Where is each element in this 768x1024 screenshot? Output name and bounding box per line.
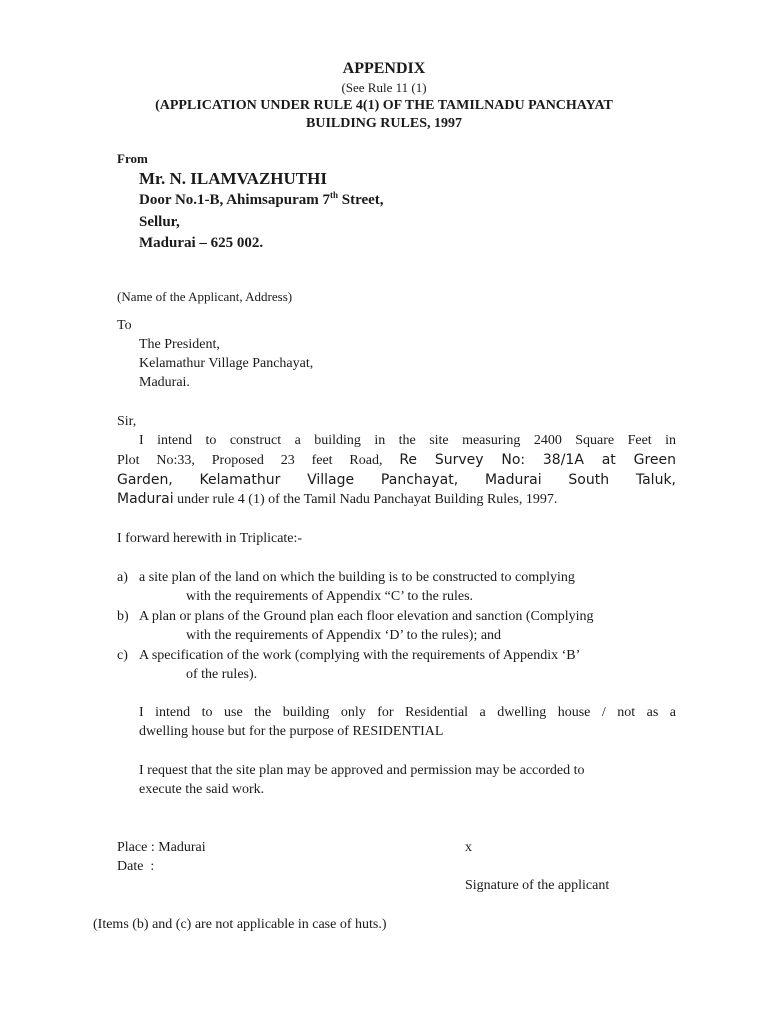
item-a-line-2: with the requirements of Appendix “C’ to the rules. xyxy=(186,589,474,604)
from-label: From xyxy=(117,151,148,166)
request-line-2: execute the said work. xyxy=(139,782,265,797)
document-title: APPENDIX xyxy=(342,60,426,77)
applicant-name: Mr. N. ILAMVAZHUTHI xyxy=(139,169,327,188)
salutation: Sir, xyxy=(117,414,137,429)
huts-note: (Items (b) and (c) are not applicable in case of huts.) xyxy=(93,917,387,932)
signature-mark: x xyxy=(465,840,472,855)
use-statement-line-1: I intend to use the building only for Residential a dwelling house / not as a xyxy=(139,705,676,720)
see-rule-note: (See Rule 11 (1) xyxy=(341,80,427,95)
subtitle-line-2: BUILDING RULES, 1997 xyxy=(306,116,462,131)
paragraph-1-line-1: I intend to construct a building in the site measuring 2400 Square Feet in xyxy=(139,433,676,448)
paragraph-1-line-2: Plot No:33, Proposed 23 feet Road, Re Survey No: 38/1A at Green xyxy=(117,452,676,468)
item-c-line-1: A specification of the work (complying with the requirements of Appendix ‘B’ xyxy=(139,648,581,663)
use-statement-line-2: dwelling house but for the purpose of RESIDENTIAL xyxy=(139,724,444,739)
paragraph-1-line-3: Garden, Kelamathur Village Panchayat, Madurai South Taluk, xyxy=(117,472,676,488)
item-b-marker: b) xyxy=(117,609,129,624)
address-line-2: Sellur, xyxy=(139,214,180,230)
request-line-1: I request that the site plan may be approved and permission may be accorded to xyxy=(139,763,585,778)
recipient-line-3: Madurai. xyxy=(139,375,190,390)
item-a-line-1: a site plan of the land on which the building is to be constructed to complying xyxy=(139,570,575,585)
item-b-line-1: A plan or plans of the Ground plan each floor elevation and sanction (Complying xyxy=(139,609,594,624)
to-label: To xyxy=(117,318,132,333)
recipient-line-1: The President, xyxy=(139,337,220,352)
address-line-3: Madurai – 625 002. xyxy=(139,235,264,251)
recipient-line-2: Kelamathur Village Panchayat, xyxy=(139,356,314,371)
signature-label: Signature of the applicant xyxy=(465,878,610,893)
item-b-line-2: with the requirements of Appendix ‘D’ to the rules); and xyxy=(186,628,502,643)
paragraph-1-line-4: Madurai under rule 4 (1) of the Tamil Nadu Panchayat Building Rules, 1997. xyxy=(117,491,558,507)
applicant-note: (Name of the Applicant, Address) xyxy=(117,289,293,304)
item-c-marker: c) xyxy=(117,648,128,663)
item-a-marker: a) xyxy=(117,570,128,585)
forward-statement: I forward herewith in Triplicate:- xyxy=(117,531,303,546)
date-field: Date : xyxy=(117,859,155,874)
subtitle-line-1: (APPLICATION UNDER RULE 4(1) OF THE TAMILNADU PANCHAYAT xyxy=(155,98,613,113)
place-field: Place : Madurai xyxy=(117,840,206,855)
address-line-1: Door No.1-B, Ahimsapuram 7th Street, xyxy=(139,190,384,208)
item-c-line-2: of the rules). xyxy=(186,667,258,682)
